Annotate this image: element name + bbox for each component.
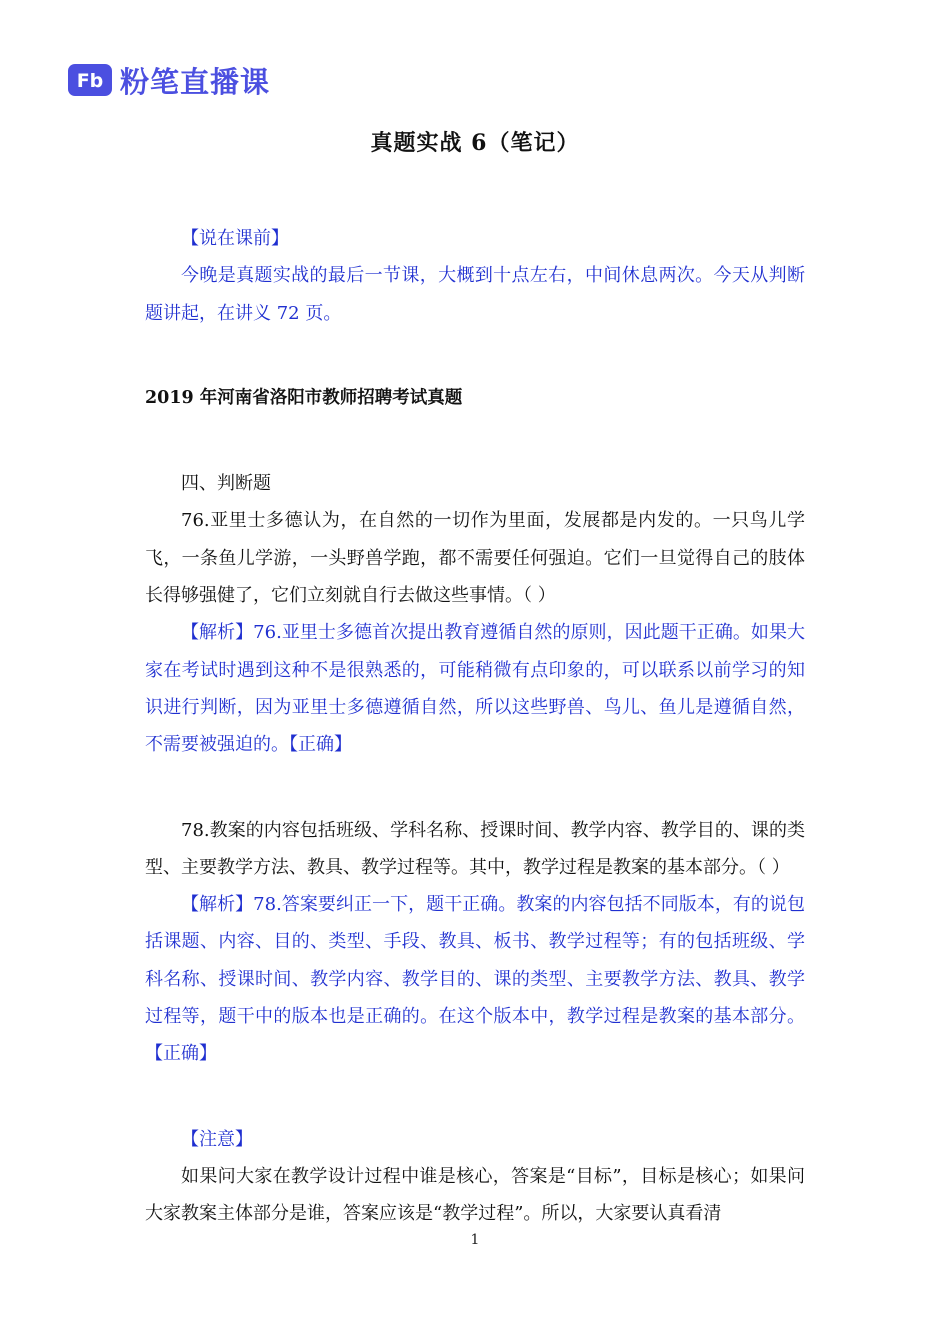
exam-section-title: 2019 年河南省洛阳市教师招聘考试真题	[145, 387, 463, 408]
intro-text: 今晚是真题实战的最后一节课，大概到十点左右，中间休息两次。今天从判断题讲起，在讲义 72 页。	[145, 265, 805, 324]
fb-logo-icon	[68, 64, 112, 96]
question-78-analysis: 【解析】78.答案要纠正一下，题干正确。教案的内容包括不同版本，有的说包括课题、内容、目的、类型、手段、教具、板书、教学过程等；有的包括班级、学科名称、授课时间、教学内容、教学目的、课的类型、主要教学方法、教具、教学过程等，题干中的版本也是正确的。在这个版本中，教学过程是教案的基本部分。【正确】	[145, 894, 805, 1065]
page-number: 1	[470, 1232, 480, 1248]
part-heading: 四、判断题	[181, 473, 271, 495]
brand-logo	[68, 62, 270, 98]
question-78: 78.教案的内容包括班级、学科名称、授课时间、教学内容、教学目的、课的类型、主要教学方法、教具、教学过程等。其中，教学过程是教案的基本部分。（ ）	[145, 819, 805, 878]
question-76: 76.亚里士多德认为，在自然的一切作为里面，发展都是内发的。一只鸟儿学飞，一条鱼儿学游，一头野兽学跑，都不需要任何强迫。它们一旦觉得自己的肢体长得够强健了，它们立刻就自行去做这些事情。（ ）	[145, 510, 805, 607]
document-body	[145, 220, 805, 1233]
document-title: 真题实战 6（笔记）	[370, 130, 580, 156]
note-text: 如果问大家在教学设计过程中谁是核心，答案是“目标”，目标是核心；如果问大家教案主体部分是谁，答案应该是“教学过程”。所以，大家要认真看清	[145, 1165, 805, 1225]
note-label: 【注意】	[181, 1128, 253, 1150]
logo-mark-text: Fb	[76, 70, 104, 92]
intro-label: 【说在课前】	[181, 228, 289, 249]
logo-text: 粉笔直播课	[120, 64, 271, 99]
question-76-analysis: 【解析】76.亚里士多德首次提出教育遵循自然的原则，因此题干正确。如果大家在考试时遇到这种不是很熟悉的，可能稍微有点印象的，可以联系以前学习的知识进行判断，因为亚里士多德遵循自然，所以这些野兽、鸟儿、鱼儿是遵循自然，不需要被强迫的。【正确】	[145, 622, 805, 756]
